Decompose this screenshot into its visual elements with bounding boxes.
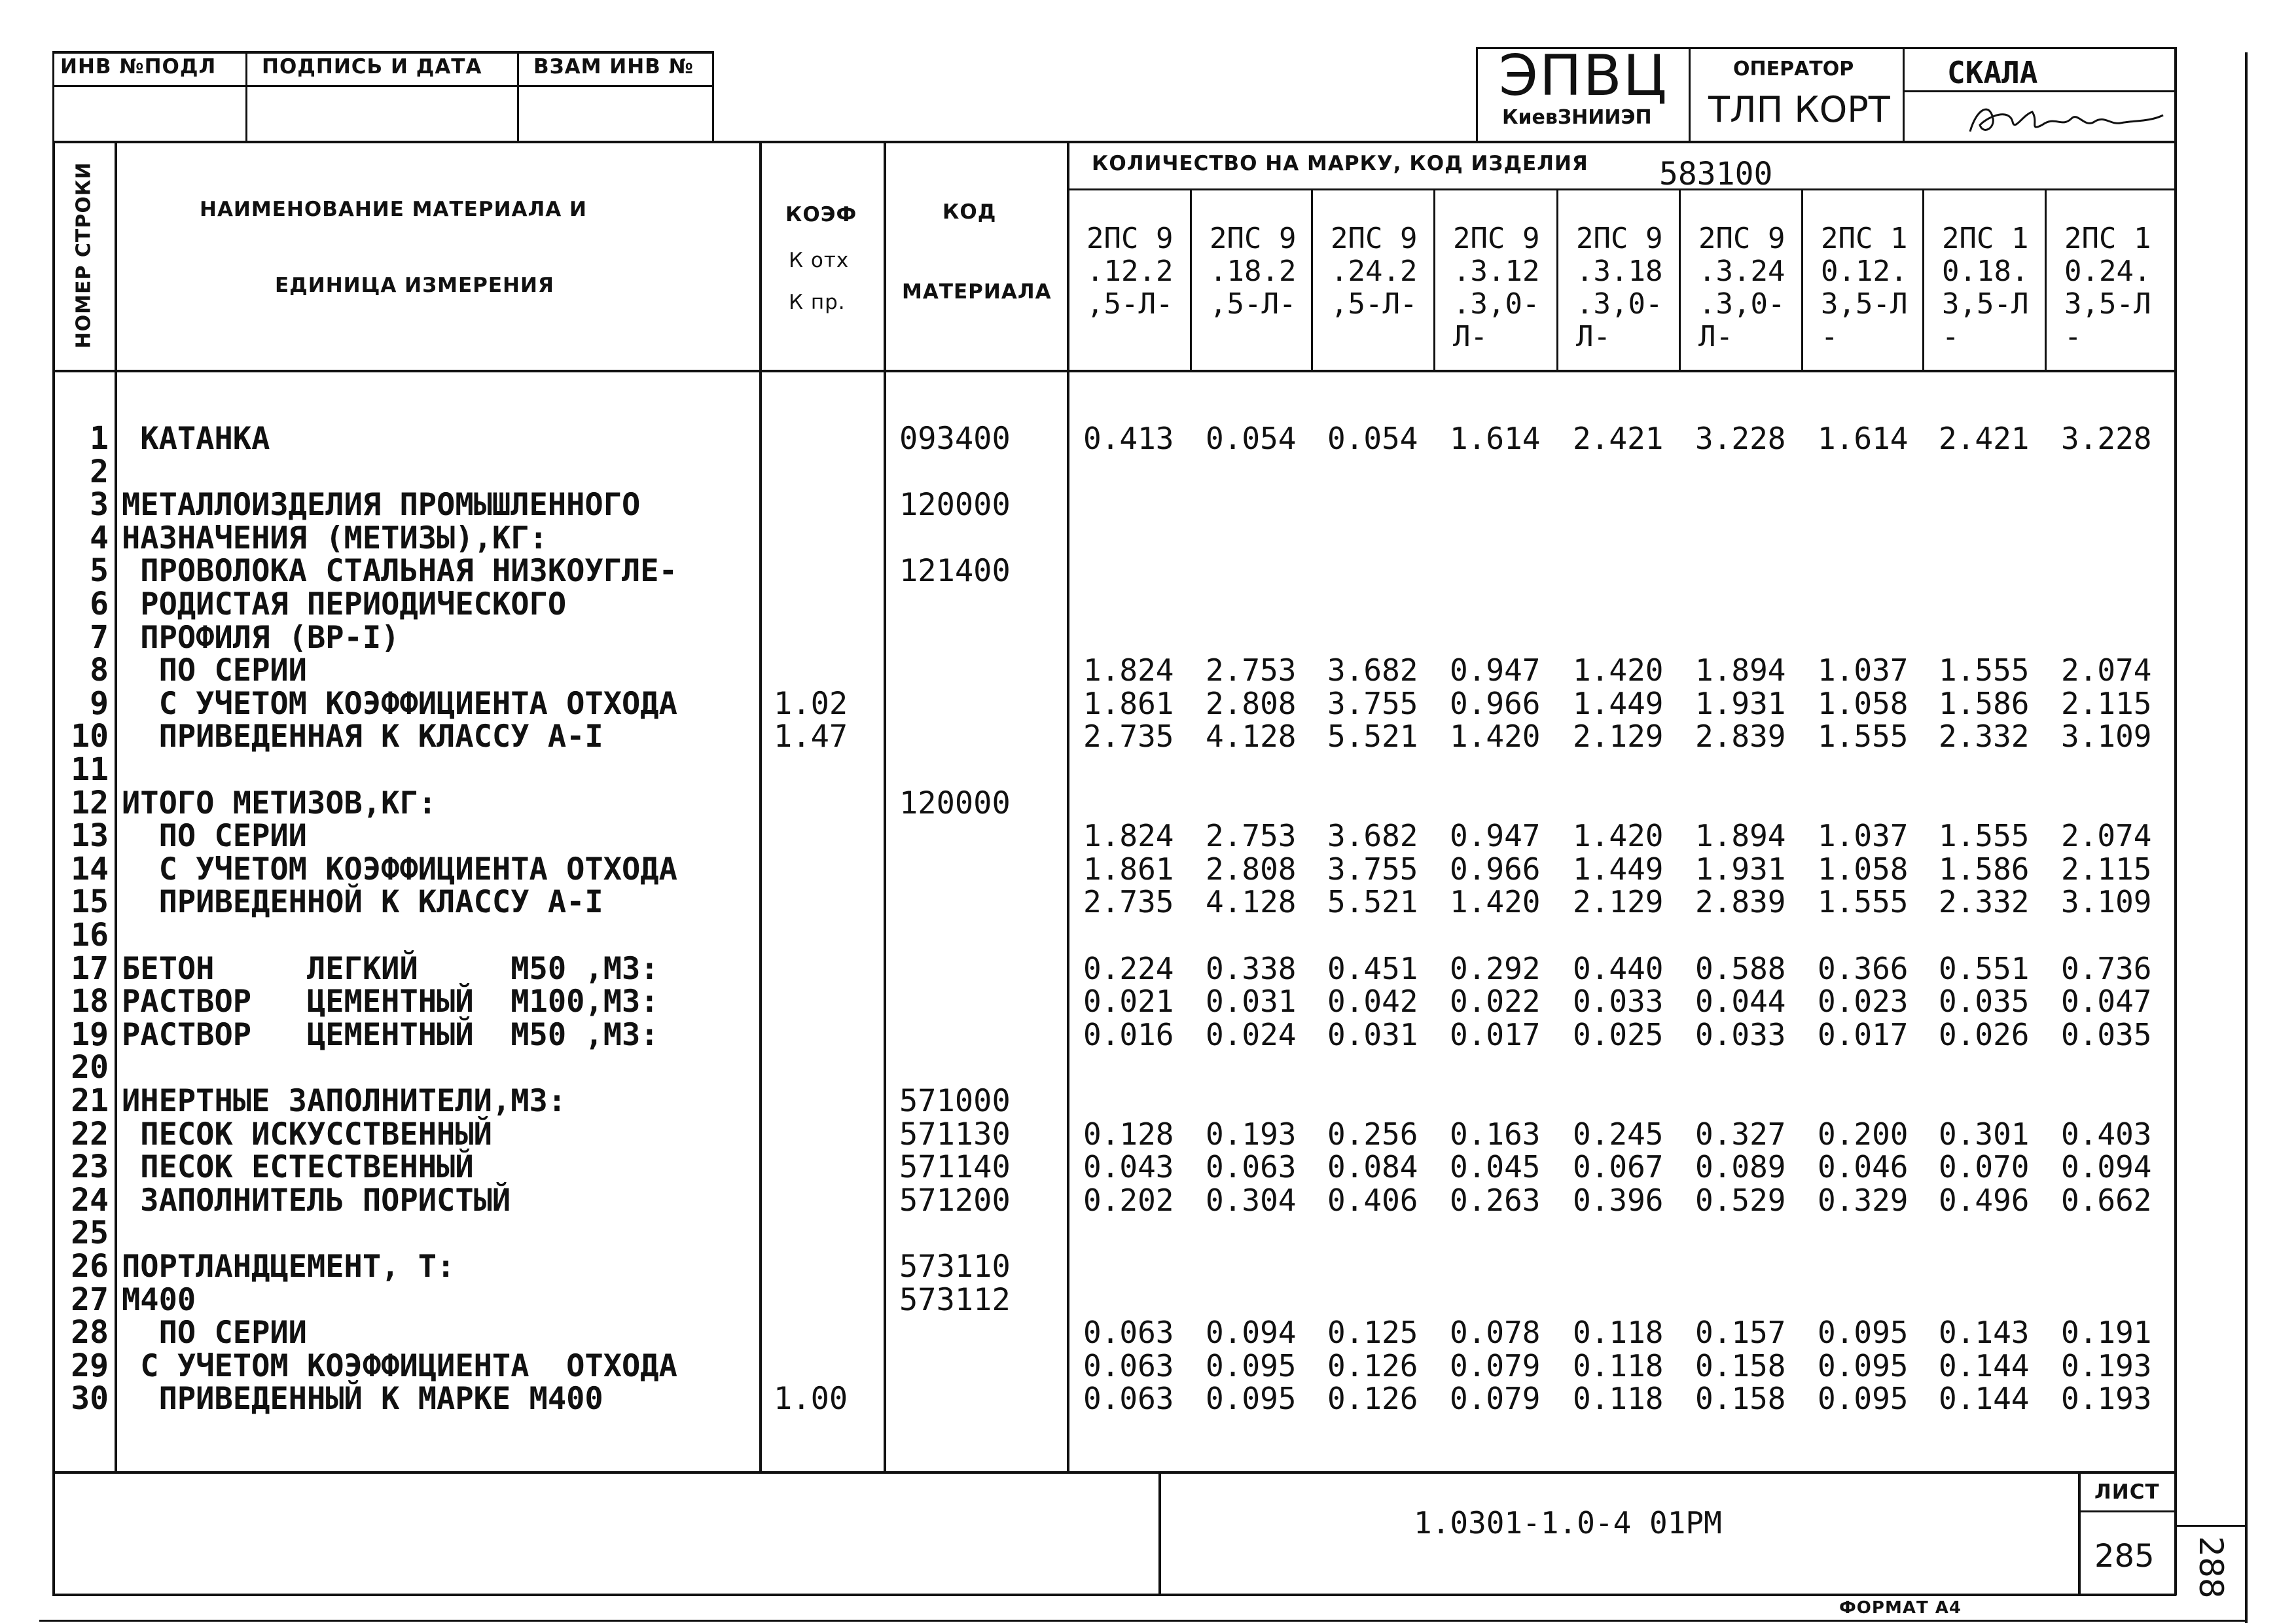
table-cell: 1.824 [1083,818,1174,853]
table-cell: 0.044 [1695,984,1786,1019]
row-number: 18 [71,983,109,1020]
table-cell: 0.033 [1573,984,1664,1019]
table-cell: 0.042 [1327,984,1418,1019]
table-cell: 2.839 [1695,719,1786,754]
material-code: 120000 [899,785,1011,821]
table-row-values [1083,1150,2170,1184]
table-cell: 0.413 [1083,421,1174,456]
table-cell: 0.496 [1939,1183,2030,1218]
org-epvc: ЭПВЦ [1499,43,1668,109]
table-cell: 2.115 [2061,686,2152,721]
table-cell: 0.023 [1818,984,1909,1019]
table-cell: 0.662 [2061,1183,2152,1218]
column-header: 2ПС 9 .18.2 ,5-Л- [1210,223,1297,321]
coefficient: 1.00 [774,1381,848,1417]
material-name: ПРИВЕДЕННОЙ К КЛАССУ А-I [122,884,603,920]
material-name: ЗАПОЛНИТЕЛЬ ПОРИСТЫЙ [122,1183,511,1219]
table-cell: 0.035 [1939,984,2030,1019]
material-name: ПЕСОК ЕСТЕСТВЕННЫЙ [122,1149,474,1185]
table-cell: 0.063 [1083,1315,1174,1350]
material-code: 573110 [899,1249,1011,1285]
table-row-values [1083,687,2170,721]
table-cell: 1.894 [1695,652,1786,688]
row-number: 24 [71,1182,109,1219]
stamp-inv-podl: ИНВ №ПОДЛ [60,55,217,79]
table-row-values [1083,985,2170,1018]
table-cell: 0.033 [1695,1017,1786,1052]
table-cell: 0.063 [1206,1149,1297,1185]
table-cell: 0.292 [1450,951,1541,986]
table-cell: 0.017 [1450,1017,1541,1052]
table-cell: 1.420 [1450,719,1541,754]
table-cell: 0.451 [1327,951,1418,986]
material-name: ПО СЕРИИ [122,818,307,854]
table-cell: 0.017 [1818,1017,1909,1052]
table-cell: 0.035 [2061,1017,2152,1052]
table-row-values [1083,654,2170,687]
table-cell: 0.054 [1206,421,1297,456]
table-cell: 3.109 [2061,719,2152,754]
table-cell: 2.115 [2061,851,2152,887]
table-cell: 2.129 [1573,884,1664,919]
column-header: 2ПС 1 0.24. 3,5-Л - [2064,223,2151,353]
table-cell: 2.753 [1206,652,1297,688]
table-cell: 3.228 [1695,421,1786,456]
row-number: 13 [71,817,109,854]
coefficient: 1.47 [774,719,848,755]
table-cell: 0.067 [1573,1149,1664,1185]
table-cell: 0.118 [1573,1315,1664,1350]
material-name: НАЗНАЧЕНИЯ (МЕТИЗЫ),КГ: [122,520,548,556]
table-cell: 0.256 [1327,1116,1418,1152]
table-row-values [1083,1349,2170,1383]
table-cell: 0.046 [1818,1149,1909,1185]
table-cell: 0.031 [1327,1017,1418,1052]
material-code: 093400 [899,421,1011,457]
table-cell: 0.021 [1083,984,1174,1019]
org-skala: СКАЛА [1947,55,2038,90]
table-cell: 1.586 [1939,851,2030,887]
table-cell: 0.118 [1573,1381,1664,1416]
org-operator-value: ТЛП КОРТ [1708,89,1890,130]
table-cell: 1.058 [1818,686,1909,721]
table-cell: 2.129 [1573,719,1664,754]
table-cell: 0.158 [1695,1348,1786,1383]
table-cell: 0.947 [1450,652,1541,688]
table-cell: 1.037 [1818,652,1909,688]
row-number: 15 [71,883,109,920]
table-cell: 0.966 [1450,851,1541,887]
table-row-values [1083,952,2170,986]
header-row-number: НОМЕР СТРОКИ [72,162,96,349]
table-cell: 2.421 [1573,421,1664,456]
table-cell: 1.449 [1573,686,1664,721]
table-cell: 0.045 [1450,1149,1541,1185]
table-cell: 1.931 [1695,686,1786,721]
row-number: 25 [71,1215,109,1251]
stamp-podpis-data: ПОДПИСЬ И ДАТА [262,55,482,79]
table-cell: 3.755 [1327,686,1418,721]
list-label: ЛИСТ [2094,1480,2160,1504]
material-name: ПРОВОЛОКА СТАЛЬНАЯ НИЗКОУГЛЕ- [122,553,677,589]
material-name: ПРОФИЛЯ (ВР-I) [122,620,400,656]
table-cell: 2.421 [1939,421,2030,456]
table-cell: 0.126 [1327,1381,1418,1416]
table-cell: 0.245 [1573,1116,1664,1152]
table-row-values [1083,885,2170,919]
table-row-values [1083,1184,2170,1217]
material-name: ПРИВЕДЕННЫЙ К МАРКЕ М400 [122,1381,603,1417]
material-name: ПОРТЛАНДЦЕМЕНТ, Т: [122,1249,456,1285]
table-cell: 0.070 [1939,1149,2030,1185]
table-cell: 0.193 [2061,1348,2152,1383]
table-cell: 0.157 [1695,1315,1786,1350]
table-row-values [1083,422,2170,455]
material-name: ПЕСОК ИСКУССТВЕННЫЙ [122,1116,492,1152]
table-cell: 1.614 [1818,421,1909,456]
table-cell: 0.031 [1206,984,1297,1019]
table-row-values [1083,1118,2170,1151]
table-cell: 2.735 [1083,884,1174,919]
table-cell: 1.420 [1573,652,1664,688]
table-cell: 1.058 [1818,851,1909,887]
table-cell: 0.403 [2061,1116,2152,1152]
table-cell: 3.228 [2061,421,2152,456]
row-number: 27 [71,1281,109,1318]
material-name: БЕТОН ЛЕГКИЙ М50 ,М3: [122,951,659,987]
table-cell: 0.144 [1939,1381,2030,1416]
table-cell: 0.016 [1083,1017,1174,1052]
table-cell: 1.449 [1573,851,1664,887]
table-cell: 0.047 [2061,984,2152,1019]
table-cell: 0.079 [1450,1381,1541,1416]
row-number: 12 [71,785,109,821]
table-cell: 1.555 [1939,818,2030,853]
table-cell: 5.521 [1327,719,1418,754]
table-row-values [1083,1382,2170,1416]
table-cell: 0.551 [1939,951,2030,986]
material-name: РАСТВОР ЦЕМЕНТНЫЙ М50 ,М3: [122,1017,659,1053]
material-name: М400 [122,1282,196,1318]
table-cell: 0.966 [1450,686,1541,721]
column-header: 2ПС 9 .3.18 .3,0- Л- [1576,223,1663,353]
material-name: С УЧЕТОМ КОЭФФИЦИЕНТА ОТХОДА [122,686,677,722]
table-cell: 0.094 [1206,1315,1297,1350]
row-number: 22 [71,1116,109,1152]
table-cell: 1.037 [1818,818,1909,853]
table-cell: 1.614 [1450,421,1541,456]
table-cell: 1.931 [1695,851,1786,887]
header-material-name-2: ЕДИНИЦА ИЗМЕРЕНИЯ [275,274,554,297]
table-cell: 0.947 [1450,818,1541,853]
table-cell: 1.555 [1818,884,1909,919]
column-header: 2ПС 9 .12.2 ,5-Л- [1086,223,1174,321]
table-cell: 0.125 [1327,1315,1418,1350]
signature-image [1964,96,2166,141]
table-cell: 2.839 [1695,884,1786,919]
table-cell: 0.043 [1083,1149,1174,1185]
row-number: 9 [90,685,109,722]
table-cell: 0.193 [1206,1116,1297,1152]
sheet-number: 285 [2094,1538,2155,1575]
table-cell: 3.682 [1327,652,1418,688]
row-number: 21 [71,1082,109,1119]
table-cell: 0.301 [1939,1116,2030,1152]
row-number: 17 [71,950,109,987]
table-cell: 3.109 [2061,884,2152,919]
table-cell: 0.095 [1818,1381,1909,1416]
table-cell: 2.332 [1939,719,2030,754]
table-cell: 0.406 [1327,1183,1418,1218]
row-number: 19 [71,1016,109,1053]
table-cell: 2.808 [1206,851,1297,887]
material-code: 573112 [899,1282,1011,1318]
table-cell: 0.200 [1818,1116,1909,1152]
material-name: С УЧЕТОМ КОЭФФИЦИЕНТА ОТХОДА [122,851,677,887]
material-name: ПО СЕРИИ [122,652,307,688]
coefficient: 1.02 [774,686,848,722]
material-code: 571000 [899,1083,1011,1119]
material-name: С УЧЕТОМ КОЭФФИЦИЕНТА ОТХОДА [122,1348,677,1384]
table-cell: 1.861 [1083,686,1174,721]
table-cell: 1.586 [1939,686,2030,721]
table-cell: 0.327 [1695,1116,1786,1152]
table-cell: 0.396 [1573,1183,1664,1218]
table-cell: 0.078 [1450,1315,1541,1350]
table-cell: 1.420 [1450,884,1541,919]
table-cell: 0.089 [1695,1149,1786,1185]
row-number: 26 [71,1248,109,1285]
material-code: 571130 [899,1116,1011,1152]
header-coef-3: К пр. [789,291,846,314]
material-code: 571140 [899,1149,1011,1185]
material-name: РАСТВОР ЦЕМЕНТНЫЙ М100,М3: [122,984,659,1020]
row-number: 3 [90,486,109,523]
header-coef-1: КОЭФ [785,203,857,226]
table-cell: 0.163 [1450,1116,1541,1152]
table-cell: 0.095 [1206,1348,1297,1383]
table-cell: 1.420 [1573,818,1664,853]
table-row-values [1083,720,2170,753]
header-product-code: 583100 [1659,156,1773,192]
table-cell: 1.861 [1083,851,1174,887]
table-cell: 0.063 [1083,1348,1174,1383]
row-number: 14 [71,851,109,887]
row-number: 11 [71,751,109,788]
row-number: 1 [90,420,109,457]
column-header: 2ПС 9 .24.2 ,5-Л- [1331,223,1418,321]
table-cell: 0.329 [1818,1183,1909,1218]
side-number: 288 [2192,1536,2230,1599]
table-cell: 0.126 [1327,1348,1418,1383]
header-material-name-1: НАИМЕНОВАНИЕ МАТЕРИАЛА И [200,198,587,221]
table-cell: 0.143 [1939,1315,2030,1350]
table-cell: 0.202 [1083,1183,1174,1218]
material-name: ИНЕРТНЫЕ ЗАПОЛНИТЕЛИ,М3: [122,1083,567,1119]
table-cell: 0.025 [1573,1017,1664,1052]
column-header: 2ПС 9 .3.24 .3,0- Л- [1698,223,1785,353]
table-cell: 4.128 [1206,884,1297,919]
table-cell: 1.555 [1818,719,1909,754]
row-number: 28 [71,1314,109,1351]
table-cell: 0.095 [1818,1348,1909,1383]
table-cell: 2.753 [1206,818,1297,853]
table-cell: 0.224 [1083,951,1174,986]
material-name: ПО СЕРИИ [122,1315,307,1351]
table-cell: 0.095 [1818,1315,1909,1350]
header-quantity: КОЛИЧЕСТВО НА МАРКУ, КОД ИЗДЕЛИЯ [1092,152,1588,175]
table-cell: 5.521 [1327,884,1418,919]
org-operator-label: ОПЕРАТОР [1733,58,1854,80]
table-cell: 0.144 [1939,1348,2030,1383]
table-cell: 0.022 [1450,984,1541,1019]
format-label: ФОРМАТ А4 [1839,1598,1962,1618]
column-header: 2ПС 9 .3.12 .3,0- Л- [1453,223,1540,353]
row-number: 10 [71,718,109,755]
table-cell: 2.735 [1083,719,1174,754]
table-row-values [1083,1018,2170,1052]
row-number: 6 [90,586,109,622]
table-cell: 0.054 [1327,421,1418,456]
row-number: 8 [90,652,109,688]
table-cell: 0.263 [1450,1183,1541,1218]
row-number: 7 [90,619,109,656]
table-cell: 0.191 [2061,1315,2152,1350]
material-name: РОДИСТАЯ ПЕРИОДИЧЕСКОГО [122,586,567,622]
org-institute: КиевЗНИИЭП [1502,106,1652,129]
table-cell: 0.529 [1695,1183,1786,1218]
table-cell: 0.026 [1939,1017,2030,1052]
table-cell: 3.755 [1327,851,1418,887]
table-cell: 0.158 [1695,1381,1786,1416]
column-header: 2ПС 1 0.12. 3,5-Л - [1821,223,1908,353]
table-cell: 0.588 [1695,951,1786,986]
column-header: 2ПС 1 0.18. 3,5-Л - [1942,223,2029,353]
row-number: 4 [90,520,109,556]
row-number: 20 [71,1049,109,1086]
table-row-values [1083,1316,2170,1349]
table-cell: 0.063 [1083,1381,1174,1416]
table-cell: 0.736 [2061,951,2152,986]
material-code: 571200 [899,1183,1011,1219]
table-cell: 0.084 [1327,1149,1418,1185]
material-code: 121400 [899,553,1011,589]
table-row-values [1083,819,2170,853]
table-cell: 1.824 [1083,652,1174,688]
material-code: 120000 [899,487,1011,523]
header-code-2: МАТЕРИАЛА [902,280,1052,304]
row-number: 16 [71,917,109,954]
material-name: МЕТАЛЛОИЗДЕЛИЯ ПРОМЫШЛЕННОГО [122,487,641,523]
row-number: 2 [90,454,109,490]
row-number: 30 [71,1380,109,1417]
table-cell: 2.074 [2061,652,2152,688]
material-name: ИТОГО МЕТИЗОВ,КГ: [122,785,437,821]
row-number: 5 [90,552,109,589]
header-code-1: КОД [942,200,997,224]
table-cell: 0.440 [1573,951,1664,986]
stamp-vzam-inv: ВЗАМ ИНВ № [533,55,694,79]
table-cell: 4.128 [1206,719,1297,754]
table-cell: 0.366 [1818,951,1909,986]
table-cell: 0.095 [1206,1381,1297,1416]
row-number: 29 [71,1347,109,1384]
table-cell: 0.304 [1206,1183,1297,1218]
table-cell: 1.555 [1939,652,2030,688]
table-cell: 0.024 [1206,1017,1297,1052]
table-cell: 0.079 [1450,1348,1541,1383]
material-name: КАТАНКА [122,421,270,457]
row-number: 23 [71,1149,109,1185]
table-cell: 0.094 [2061,1149,2152,1185]
table-cell: 0.118 [1573,1348,1664,1383]
table-cell: 1.894 [1695,818,1786,853]
table-cell: 2.332 [1939,884,2030,919]
material-name: ПРИВЕДЕННАЯ К КЛАССУ А-I [122,719,603,755]
header-coef-2: К отх [789,249,850,272]
table-cell: 0.193 [2061,1381,2152,1416]
table-cell: 2.808 [1206,686,1297,721]
table-cell: 2.074 [2061,818,2152,853]
table-cell: 3.682 [1327,818,1418,853]
doc-code: 1.0301-1.0-4 01РМ [1414,1505,1722,1541]
table-row-values [1083,853,2170,886]
table-cell: 0.338 [1206,951,1297,986]
table-cell: 0.128 [1083,1116,1174,1152]
